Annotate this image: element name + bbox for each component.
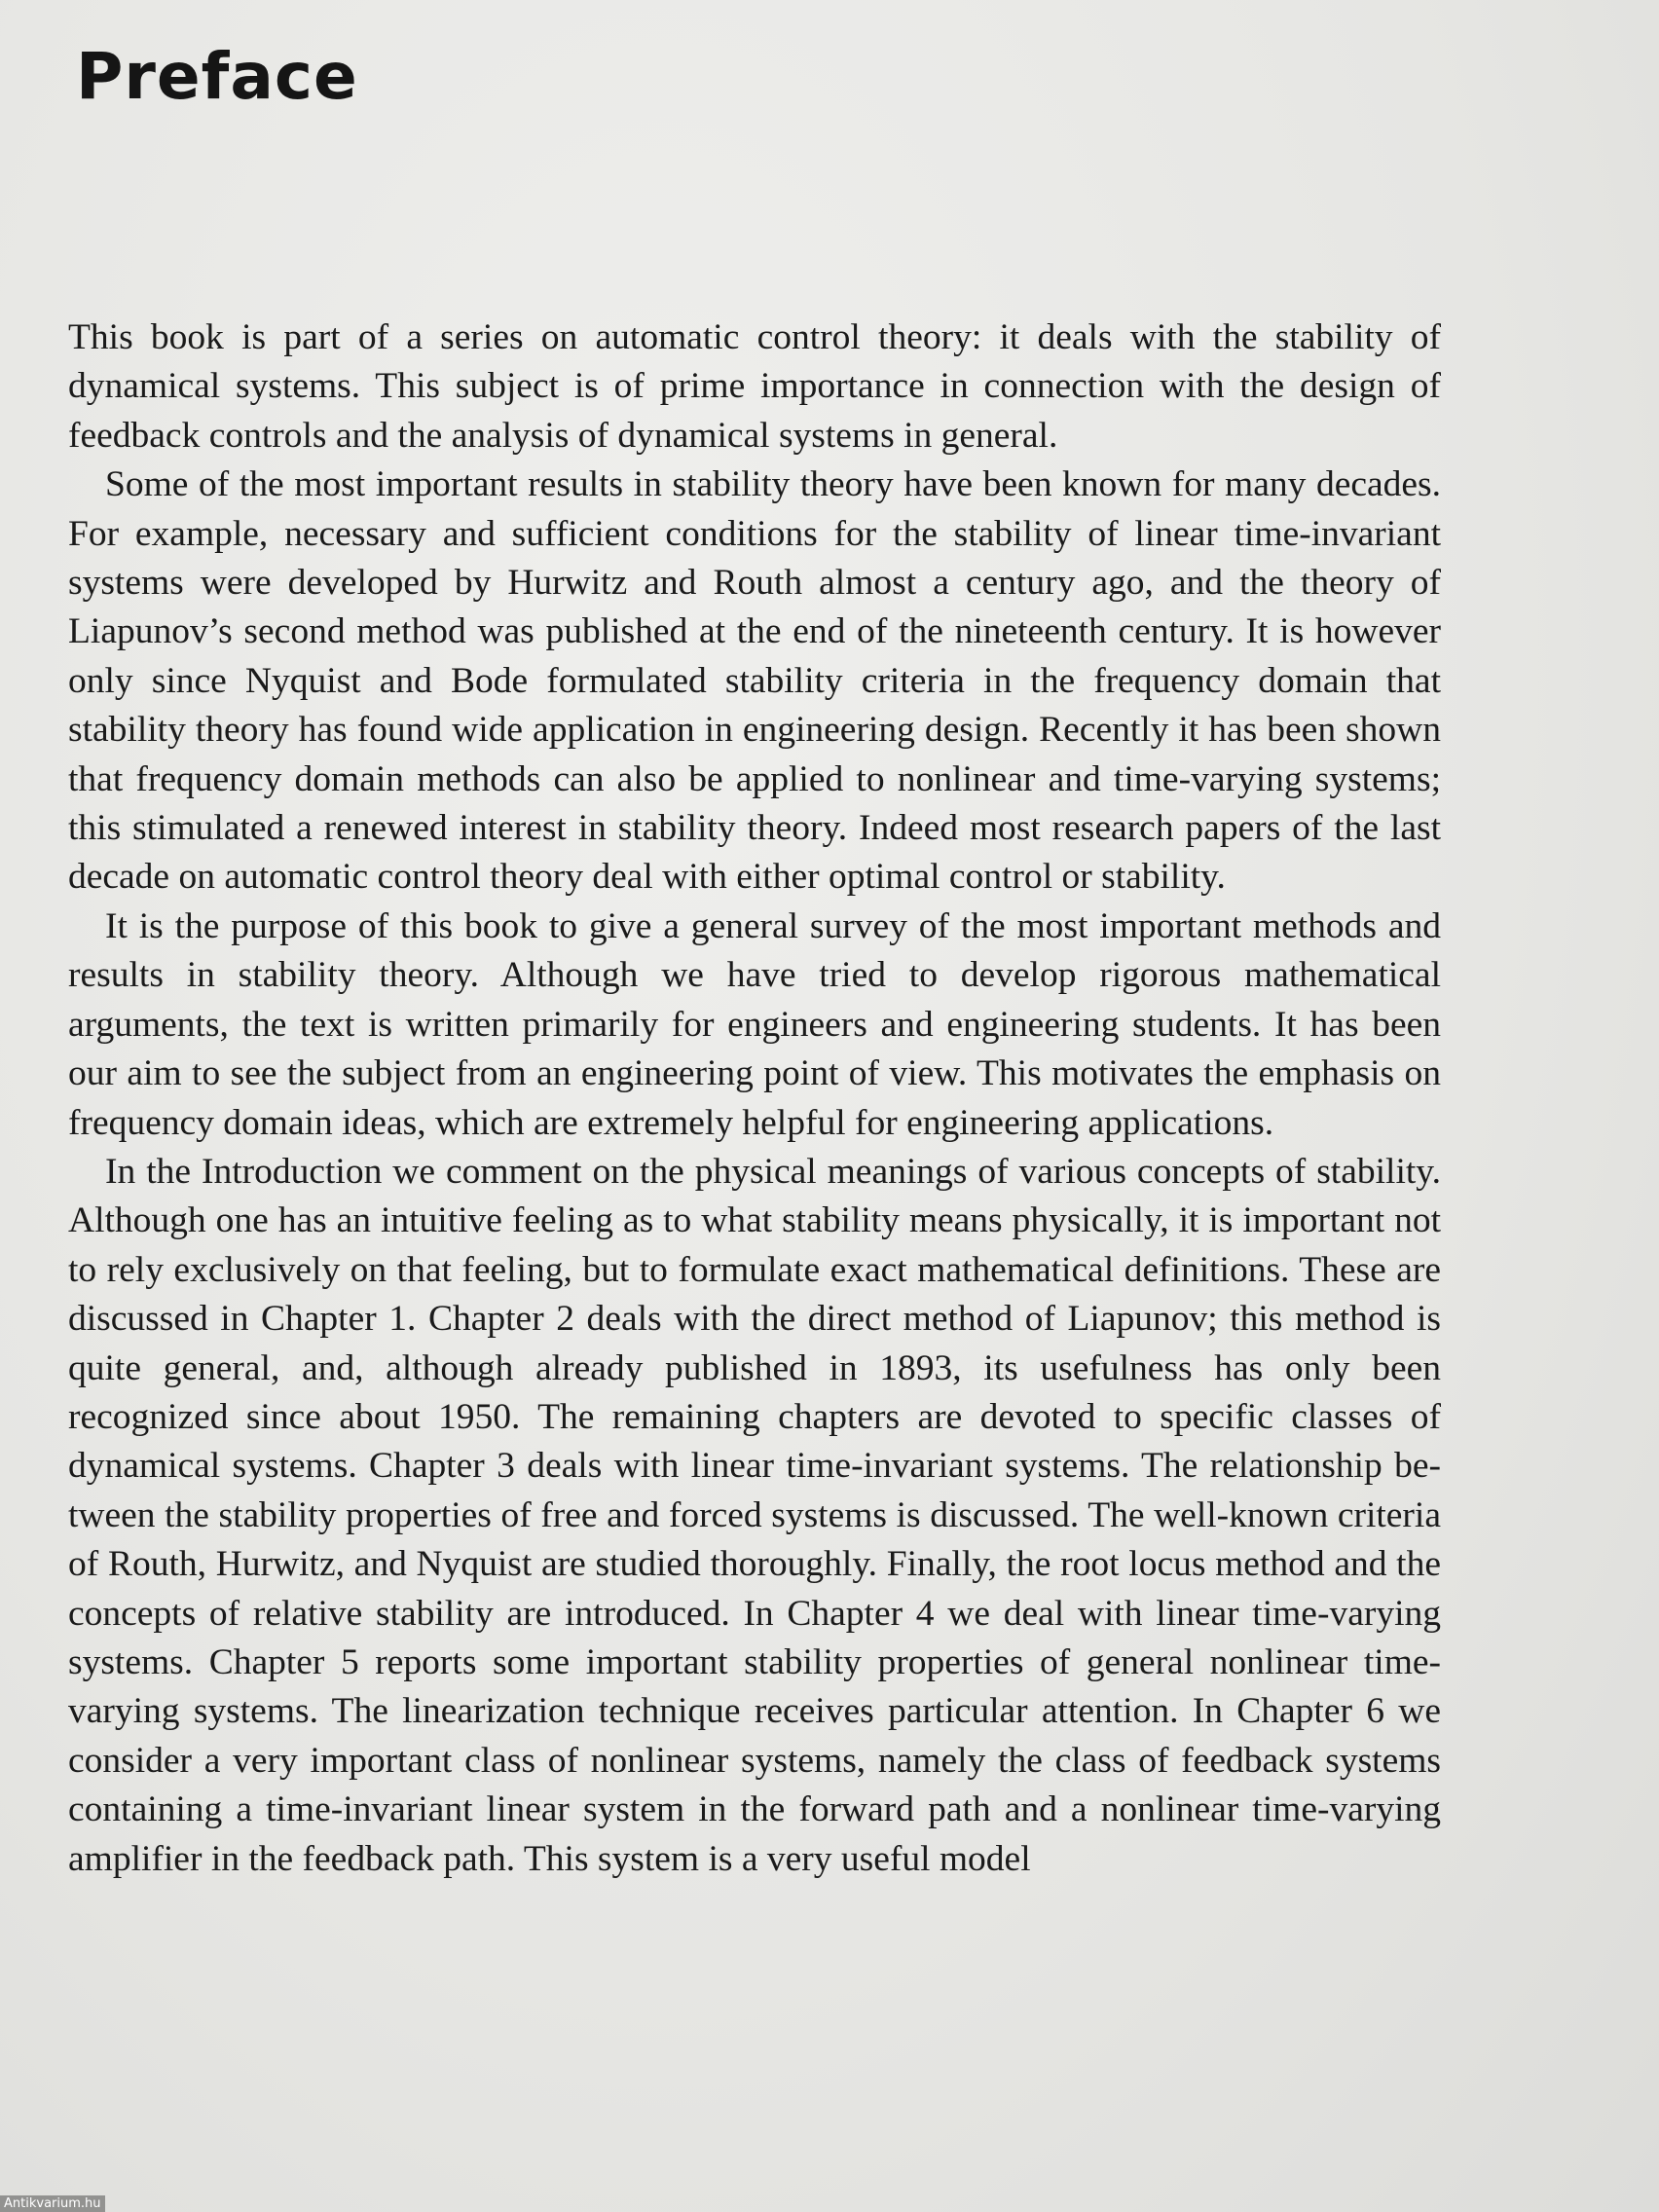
page-heading: Preface	[76, 39, 358, 114]
preface-body	[68, 313, 1441, 1884]
source-watermark: Antikvarium.hu	[0, 2195, 105, 2212]
paragraph-2: Some of the most important results in stability theory have been known for many decades. For example, necessary and sufficient conditions for the stability of linear time-invariant systems were developed by Hurwitz and Routh almost a century ago, and the theory of Liapunov’s second method was published at the end of the nineteenth century. It is however only since Nyquist and Bode formulated stability criteria in the frequency domain that stability theory has found wide application in engineering design. Recently it has been shown that frequency domain methods can also be applied to nonlinear and time-varying systems; this stimulated a renewed interest in stability theory. Indeed most research papers of the last decade on automatic control theory deal with either optimal control or stability.	[68, 464, 1441, 898]
paragraph-1: This book is part of a series on automatic control theory: it deals with the stability of dynamical systems. This subject is of prime importance in connection with the design of feedback controls and the analysis of dynamical systems in general.	[68, 317, 1441, 456]
paragraph-3: It is the purpose of this book to give a general survey of the most important methods and results in stability theory. Although we have tried to develop rigorous mathematical arguments, the text is written primarily for engineers and engineering students. It has been our aim to see the subject from an engineering point of view. This motivates the emphasis on frequency domain ideas, which are extremely helpful for engineering applications.	[68, 905, 1441, 1143]
paragraph-4: In the Introduction we comment on the physical meanings of various concepts of stability. Although one has an intuitive feeling as to what stability means physically, it is important not to rely exclusively on that feeling, but to formulate exact mathematical definitions. These are discussed in Chapter 1. Chapter 2 deals with the direct method of Liapunov; this method is quite general, and, although already published in 1893, its usefulness has only been recognized since about 1950. The remaining chapters are devoted to specific classes of dynamical systems. Chapter 3 deals with linear time-invariant systems. The relationship between the stability properties of free and forced systems is discussed. The well-known criteria of Routh, Hurwitz, and Nyquist are studied thoroughly. Finally, the root locus method and the concepts of relative stability are introduced. In Chapter 4 we deal with linear time-varying systems. Chapter 5 reports some important stability properties of general nonlinear time-varying systems. The linearization technique receives particular attention. In Chapter 6 we consider a very important class of nonlinear systems, namely the class of feedback systems containing a time-invariant linear system in the forward path and a nonlinear time-varying amplifier in the feedback path. This system is a very useful model	[68, 1151, 1441, 1879]
